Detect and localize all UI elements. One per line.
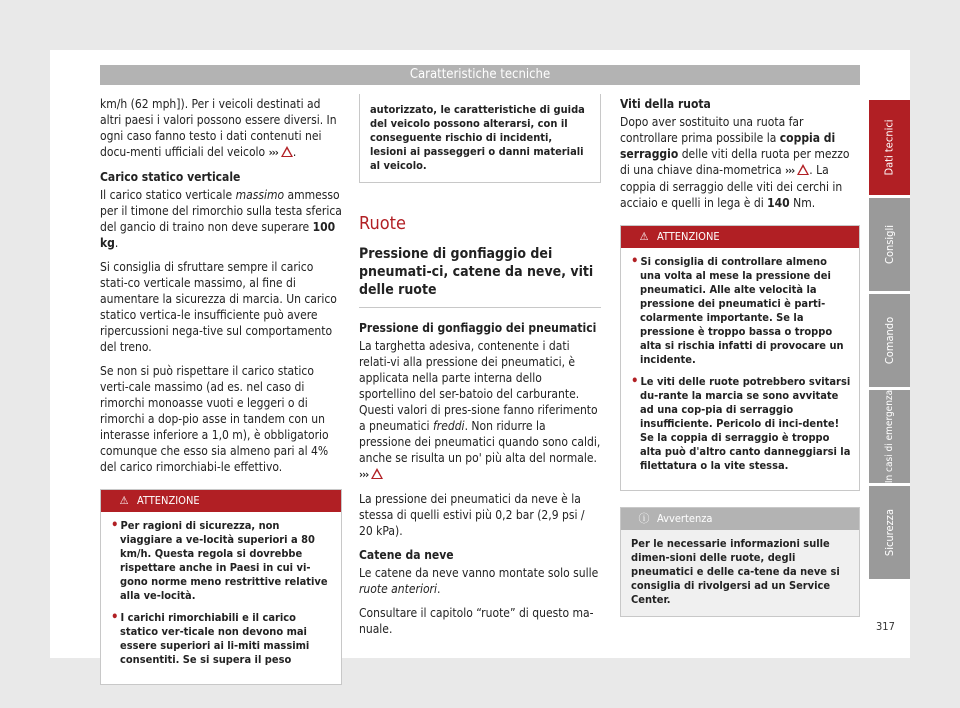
paragraph: Il carico statico verticale massimo ammesso per il timone del rimorchio sulla testa sferica del gancio di traino non deve superare 100 kg. bbox=[100, 188, 342, 250]
page-number: 317 bbox=[876, 620, 895, 633]
tab-dati-tecnici[interactable]: Dati tecnici bbox=[869, 100, 910, 195]
warning-triangle-icon bbox=[281, 146, 293, 157]
tab-emergenza[interactable]: In casi di emergenza bbox=[869, 390, 910, 483]
paragraph: Dopo aver sostituito una ruota far controllare prima possibile la coppia di serraggio delle viti della ruota per mezzo di una chiave dina-mometrica ››› . La coppia di serraggio delle viti dei cerchi in acciaio e quelli in lega è di 140 Nm. bbox=[620, 115, 850, 210]
cross-reference-arrow[interactable]: ››› bbox=[359, 468, 369, 481]
warning-triangle-icon bbox=[797, 164, 809, 175]
paragraph: km/h (62 mph]). Per i veicoli destinati ad altri paesi i valori possono essere diversi. In ogni caso fanno testo i dati contenuti nei docu-menti ufficiali del veicolo ››› . bbox=[100, 97, 337, 159]
attention-body: autorizzato, le caratteristiche di guida del veicolo possono alterarsi, con il conseguente rischio di incidenti, lesioni ai passeggeri o danni materiali al veicolo. bbox=[360, 94, 600, 182]
warning-triangle-icon: ⚠ bbox=[639, 230, 649, 243]
heading-viti: Viti della ruota bbox=[620, 97, 711, 111]
warning-triangle-icon bbox=[371, 468, 383, 479]
attention-box-continued bbox=[359, 94, 601, 183]
attention-box bbox=[100, 489, 342, 685]
attention-box bbox=[620, 225, 860, 491]
column-1 bbox=[100, 96, 342, 685]
attention-body bbox=[621, 248, 859, 490]
attention-body bbox=[101, 512, 341, 684]
info-icon: ⓘ bbox=[638, 512, 650, 525]
note-body: Per le necessarie informazioni sulle dimen-sioni delle ruote, degli pneumatici e delle ca-tene da neve si consiglia di rivolgersi ad un Service Center. bbox=[621, 530, 859, 616]
paragraph: Le catene da neve vanno montate solo sulle ruote anteriori. bbox=[359, 566, 599, 596]
list-item: • Si consiglia di controllare almeno una volta al mese la pressione dei pneumatici. Alle alte velocità la pressione dei pneumatici è parti-colarmente importante. Se la pressione è troppo bassa o troppo alta si rischia infatti di provocare un incidente. bbox=[631, 254, 844, 366]
sub-title: Pressione di gonfiaggio dei pneumati-ci, catene da neve, viti delle ruote bbox=[359, 245, 601, 308]
page-header: Caratteristiche tecniche bbox=[100, 65, 860, 85]
tab-consigli[interactable]: Consigli bbox=[869, 198, 910, 291]
column-3 bbox=[620, 96, 860, 617]
paragraph: La targhetta adesiva, contenente i dati relati-vi alla pressione dei pneumatici, è applicata nella parte interna dello sportellino del ser-batoio del carburante. Questi valori di pres-sione fanno riferimento a pneumatici freddi. Non ridurre la pressione dei pneumatici quando sono caldi, anche se risulta un po' più alta del normale. ››› bbox=[359, 339, 601, 481]
paragraph: La pressione dei pneumatici da neve è la stessa di quelli estivi più 0,2 bar (2,9 psi / 20 kPa). bbox=[359, 492, 585, 538]
warning-triangle-icon: ⚠ bbox=[119, 494, 129, 507]
paragraph: Si consiglia di sfruttare sempre il carico stati-co verticale massimo, al fine di aumentare la sicurezza di marcia. Un carico statico vertica-le insufficiente può avere ripercussioni nega-tive sul comportamento del treno. bbox=[100, 260, 337, 354]
paragraph: Se non si può rispettare il carico statico verti-cale massimo (ad es. nel caso di rimorchi monoasse vuoti e leggeri o di rimorchi a dop-pio asse in tandem con un interasse inferiore a 1,0 m), è obbligatorio comunque che esso sia almeno pari al 4% del carico rimorchiabi-le effettivo. bbox=[100, 364, 329, 474]
attention-header: ⚠ ATTENZIONE bbox=[101, 490, 341, 512]
note-header: ⓘ Avvertenza bbox=[621, 508, 859, 530]
column-2 bbox=[359, 96, 601, 645]
heading-carico-statico: Carico statico verticale bbox=[100, 170, 241, 184]
cross-reference-arrow[interactable]: ››› bbox=[268, 146, 278, 159]
heading-catene: Catene da neve bbox=[359, 548, 454, 562]
cross-reference-arrow[interactable]: ››› bbox=[785, 164, 795, 177]
note-box bbox=[620, 507, 860, 617]
list-item: • Le viti delle ruote potrebbero svitarsi du-rante la marcia se sono avvitate ad una cop-pia di serraggio insufficiente. Pericolo di inci-dente! Se la coppia di serraggio è troppo alta può d'altro canto danneggiarsi la filettatura o la vite stessa. bbox=[631, 374, 851, 472]
attention-header: ⚠ ATTENZIONE bbox=[621, 226, 859, 248]
list-item: • Per ragioni di sicurezza, non viaggiare a ve-locità superiori a 80 km/h. Questa regola si dovrebbe rispettare anche in Paesi in cui vi-gono norme meno restrittive relative alla ve-locità. bbox=[111, 518, 328, 602]
tab-sicurezza[interactable]: Sicurezza bbox=[869, 486, 910, 579]
chapter-tabs bbox=[869, 100, 910, 582]
tab-comando[interactable]: Comando bbox=[869, 294, 910, 387]
heading-pressione: Pressione di gonfiaggio dei pneumatici bbox=[359, 321, 597, 335]
paragraph: Consultare il capitolo “ruote” di questo ma-nuale. bbox=[359, 606, 594, 636]
list-item: • I carichi rimorchiabili e il carico statico ver-ticale non devono mai essere superiori ai li-miti massimi consentiti. Se si supera il peso bbox=[111, 610, 310, 666]
section-title: Ruote bbox=[359, 213, 406, 234]
